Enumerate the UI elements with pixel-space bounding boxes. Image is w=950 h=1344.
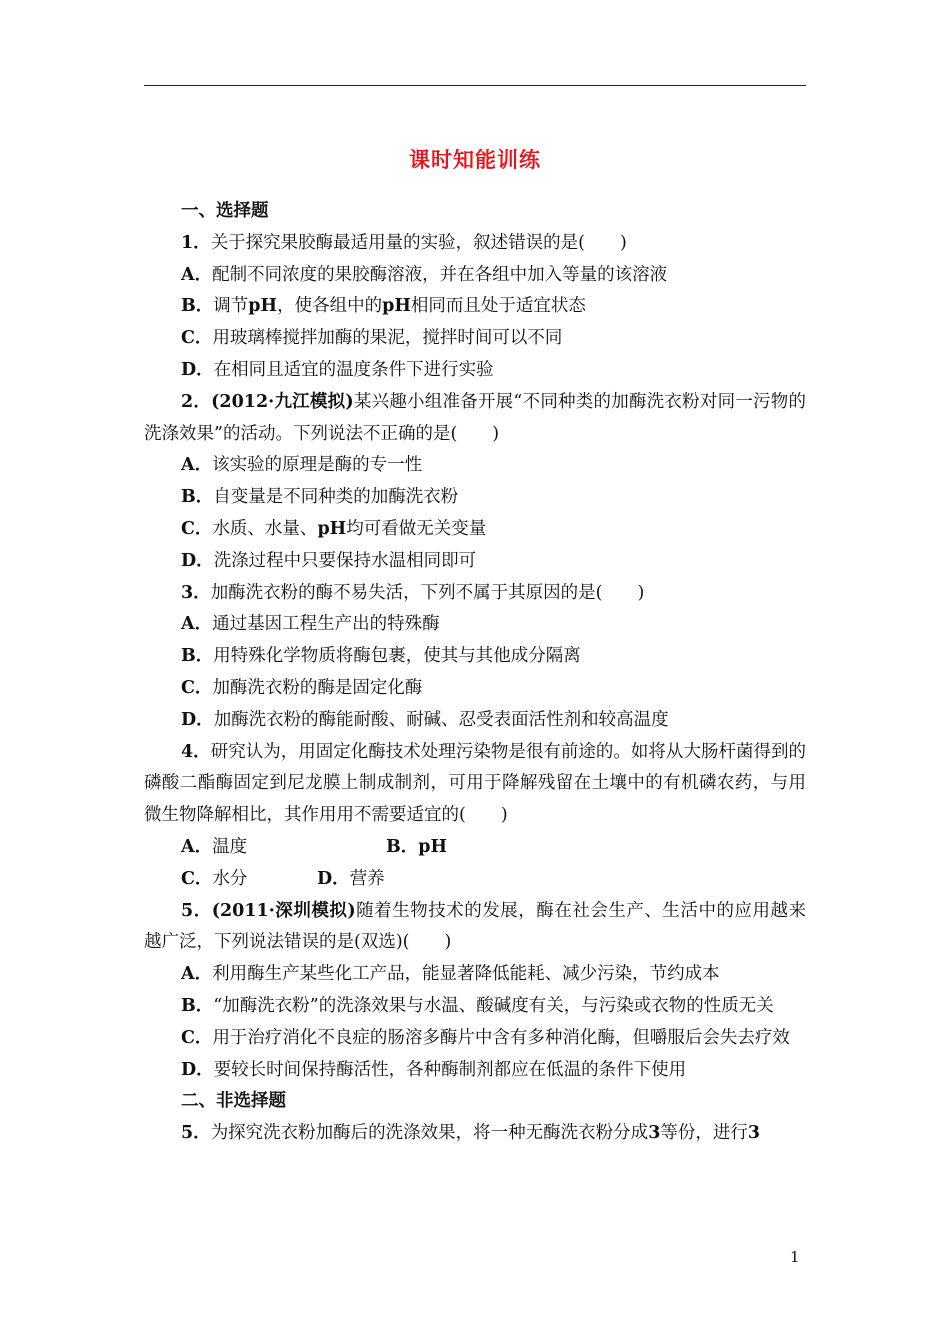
question-6-stem: 5．为探究洗衣粉加酶后的洗涤效果，将一种无酶洗衣粉分成3等份，进行3 — [181, 1123, 761, 1144]
question-4-options-cd — [144, 864, 806, 896]
question-4-option-c: C．水分 — [181, 868, 248, 889]
section-heading-nonchoice: 二、非选择题 — [181, 1091, 286, 1112]
page-number: 1 — [790, 1248, 800, 1266]
question-2-option-b: B．自变量是不同种类的加酶洗衣粉 — [181, 487, 459, 508]
question-5-stem: 5．(2011·深圳模拟)随着生物技术的发展，酶在社会生产、生活中的应用越来越广泛，下列说法错误的是(双选)( ) — [144, 900, 807, 953]
question-2-option-a: A．该实验的原理是酶的专一性 — [181, 455, 423, 476]
question-2-option-d: D．洗涤过程中只要保持水温相同即可 — [181, 550, 477, 571]
question-1-option-c: C．用玻璃棒搅拌加酶的果泥，搅拌时间可以不同 — [181, 328, 563, 349]
question-2-stem: 2．(2012·九江模拟)某兴趣小组准备开展“不同种类的加酶洗衣粉对同一污物的洗涤效果”的活动。下列说法不正确的是( ) — [144, 391, 806, 444]
page-title: 课时知能训练 — [409, 147, 541, 172]
document-body — [144, 196, 806, 1150]
question-3-option-d: D．加酶洗衣粉的酶能耐酸、耐碱、忍受表面活性剂和较高温度 — [181, 709, 669, 730]
question-1-option-d: D．在相同且适宜的温度条件下进行实验 — [181, 359, 494, 380]
question-5-option-a: A．利用酶生产某些化工产品，能显著降低能耗、减少污染，节约成本 — [181, 964, 720, 985]
question-4-stem: 4．研究认为，用固定化酶技术处理污染物是很有前途的。如将从大肠杆菌得到的磷酸二酯酶固定到尼龙膜上制成制剂，可用于降解残留在土壤中的有机磷农药，与用微生物降解相比，其作用用不需要适宜的( ) — [144, 741, 806, 826]
question-1-stem: 1．关于探究果胶酶最适用量的实验，叙述错误的是( ) — [181, 232, 627, 253]
question-1-option-a: A．配制不同浓度的果胶酶溶液，并在各组中加入等量的该溶液 — [181, 264, 668, 285]
question-4-option-a: A．温度 — [181, 836, 248, 857]
header-rule — [144, 85, 806, 86]
question-2-option-c: C．水质、水量、pH均可看做无关变量 — [181, 518, 487, 539]
question-3-option-c: C．加酶洗衣粉的酶是固定化酶 — [181, 677, 423, 698]
question-1-option-b: B．调节pH，使各组中的pH相同而且处于适宜状态 — [181, 296, 586, 317]
question-5-option-d: D．要较长时间保持酶活性，各种酶制剂都应在低温的条件下使用 — [181, 1059, 687, 1080]
question-5-option-b: B．“加酶洗衣粉”的洗涤效果与水温、酸碱度有关，与污染或衣物的性质无关 — [181, 995, 774, 1016]
section-heading-choice: 一、选择题 — [181, 201, 269, 221]
question-5-option-c: C．用于治疗消化不良症的肠溶多酶片中含有多种消化酶，但嚼服后会失去疗效 — [181, 1027, 790, 1048]
question-4-option-d: D．营养 — [317, 868, 385, 889]
question-3-option-b: B．用特殊化学物质将酶包裹，使其与其他成分隔离 — [181, 646, 581, 667]
question-3-stem: 3．加酶洗衣粉的酶不易失活，下列不属于其原因的是( ) — [181, 582, 645, 603]
question-3-option-a: A．通过基因工程生产出的特殊酶 — [181, 614, 440, 635]
question-4-option-b: B．pH — [386, 836, 448, 857]
question-4-options-ab — [144, 832, 806, 864]
